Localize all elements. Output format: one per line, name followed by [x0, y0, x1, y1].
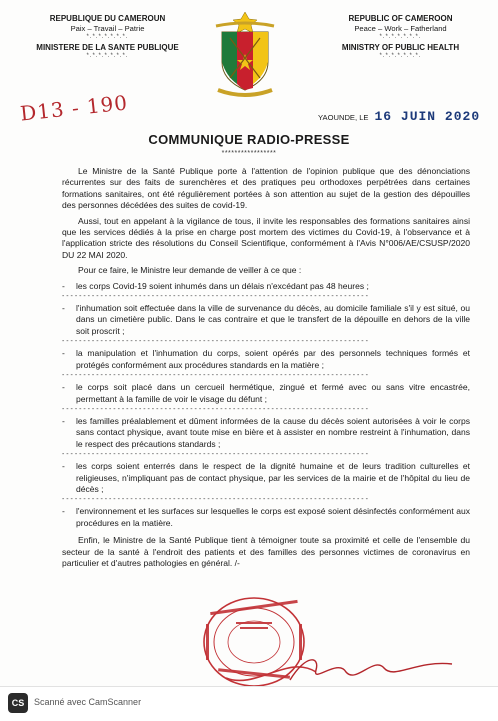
handwritten-reference-number: D13 - 190: [19, 90, 130, 126]
header-left-dots: *.*.*.*.*.*.*.: [86, 34, 129, 41]
date-stamp: 16 JUIN 2020: [374, 109, 481, 124]
list-item: [62, 416, 470, 459]
scanner-footer: [0, 686, 498, 721]
list-item: [62, 382, 470, 414]
list-item-text: l'inhumation soit effectuée dans la ville de survenance du décès, au domicile familiale s'il y est situé, ou dans un cimetière public. Dans le cas contraire et que le transfert de la dépouille en dehors de la ville soit proscrit ;: [76, 303, 470, 336]
minister-signature: [286, 650, 456, 686]
list-item-text: le corps soit placé dans un cercueil hermétique, zingué et fermé avec ou sans vitre encastrée, permettant à la famille de voir le visage du défunt ;: [76, 382, 470, 404]
list-item-text: les corps soient enterrés dans le respect de la dignité humaine et de leurs tradition culturelles et religieuses, n'impliquant pas de contact physique, par les services de la mairie et de l'hôpital du lieu de décès ;: [76, 461, 470, 494]
list-item-text: les corps Covid-19 soient inhumés dans un délais n'excédant pas 48 heures ;: [76, 280, 369, 291]
list-item: [62, 348, 470, 380]
list-item-text: les familles préalablement et dûment informées de la cause du décès soient autorisées à voir le corps sans contact physique, avant toute mise en bière et à assister en nombre restreint à l'inhumation, dans le respect des précautions standards ;: [76, 415, 470, 449]
communique-body: [62, 166, 470, 573]
list-separator: - - - - - - - - - - - - - - - - - - - - - - - - - - - - - - - - - - - - - - - - - - - - - - - - - - - - - - - - - - - - - - - - - - - - - - - -: [62, 405, 368, 413]
camscanner-logo-icon: CS: [8, 693, 28, 713]
header-right-motto: Peace – Work – Fatherland: [354, 23, 447, 33]
header-right-dots: *.*.*.*.*.*.*.: [379, 34, 422, 41]
list-item: [62, 303, 470, 346]
list-item-text: l'environnement et les surfaces sur lesquelles le corps est exposé soient désinfectés conformément aux procédures en la matière.: [76, 506, 470, 528]
paragraph-invitation: Aussi, tout en appelant à la vigilance de tous, il invite les responsables des formations sanitaires ainsi que les services dédiés à la prise en charge post mortem des victimes du Covid-19, à l'observance et à l'application stricte des résolutions du Conseil Scientifique, conformément à l'Avis N°006/AE/CSUSP/2020 DU 22 MAI 2020.: [62, 215, 470, 260]
list-separator: - - - - - - - - - - - - - - - - - - - - - - - - - - - - - - - - - - - - - - - - - - - - - - - - - - - - - - - - - - - - - - - - - - - - - - - -: [62, 338, 368, 346]
directives-list: [62, 281, 470, 530]
document-title: COMMUNIQUE RADIO-PRESSE: [148, 132, 350, 147]
header-left-block: [20, 14, 195, 62]
paragraph-intro: Le Ministre de la Santé Publique porte à l'attention de l'opinion publique que des dénonciations récurrentes sur des faits de surenchères et des pratiques peu orthodoxes perpétrées dans certaines formations sanitaires, ont été régulièrement portées à son attention au sujet de la gestion des dépouilles des personnes décédées des suites de covid-19.: [62, 166, 470, 211]
paragraph-request: Pour ce faire, le Ministre leur demande de veiller à ce que :: [78, 265, 302, 276]
header-left-motto: Paix – Travail – Patrie: [70, 23, 145, 33]
title-underline-stars: *****************: [221, 150, 277, 157]
header-right-block: [313, 14, 488, 62]
dateline: [318, 109, 480, 124]
dateline-place: YAOUNDE, LE: [318, 113, 369, 122]
list-separator: - - - - - - - - - - - - - - - - - - - - - - - - - - - - - - - - - - - - - - - - - - - - - - - - - - - - - - - - - - - - - - - - - - - - - - - -: [62, 451, 368, 459]
list-item: [62, 506, 470, 529]
list-item-text: la manipulation et l'inhumation du corps, soient opérés par des personnels techniques formés et protégés conformément aux procédures standards en la matière ;: [76, 348, 470, 370]
list-item: [62, 281, 470, 301]
scanner-watermark-text: Scanné avec CamScanner: [34, 697, 142, 707]
list-separator: - - - - - - - - - - - - - - - - - - - - - - - - - - - - - - - - - - - - - - - - - - - - - - - - - - - - - - - - - - - - - - - - - - - - - - - -: [62, 372, 368, 380]
paragraph-closing: Enfin, le Ministre de la Santé Publique tient à témoigner toute sa proximité et celle de l'ensemble du secteur de la santé à l'endroit des patients et des familles des personnes victimes de coronavirus en particulier et d'autres pathologies en général. /-: [62, 535, 470, 568]
header-right-country: REPUBLIC OF CAMEROON: [348, 14, 453, 23]
header-right-ministry: MINISTRY OF PUBLIC HEALTH: [341, 42, 460, 52]
header-left-country: REPUBLIQUE DU CAMEROUN: [49, 14, 166, 23]
header-left-ministry: MINISTERE DE LA SANTE PUBLIQUE: [36, 42, 179, 52]
list-separator: - - - - - - - - - - - - - - - - - - - - - - - - - - - - - - - - - - - - - - - - - - - - - - - - - - - - - - - - - - - - - - - - - - - - - - - -: [62, 293, 368, 301]
cameroon-coat-of-arms-emblem: [210, 10, 280, 100]
header-left-dots-bottom: *.*.*.*.*.*.*.: [86, 53, 129, 60]
list-item: [62, 461, 470, 504]
header-right-dots-bottom: *.*.*.*.*.*.*.: [379, 53, 422, 60]
list-separator: - - - - - - - - - - - - - - - - - - - - - - - - - - - - - - - - - - - - - - - - - - - - - - - - - - - - - - - - - - - - - - - - - - - - - - - -: [62, 496, 368, 504]
